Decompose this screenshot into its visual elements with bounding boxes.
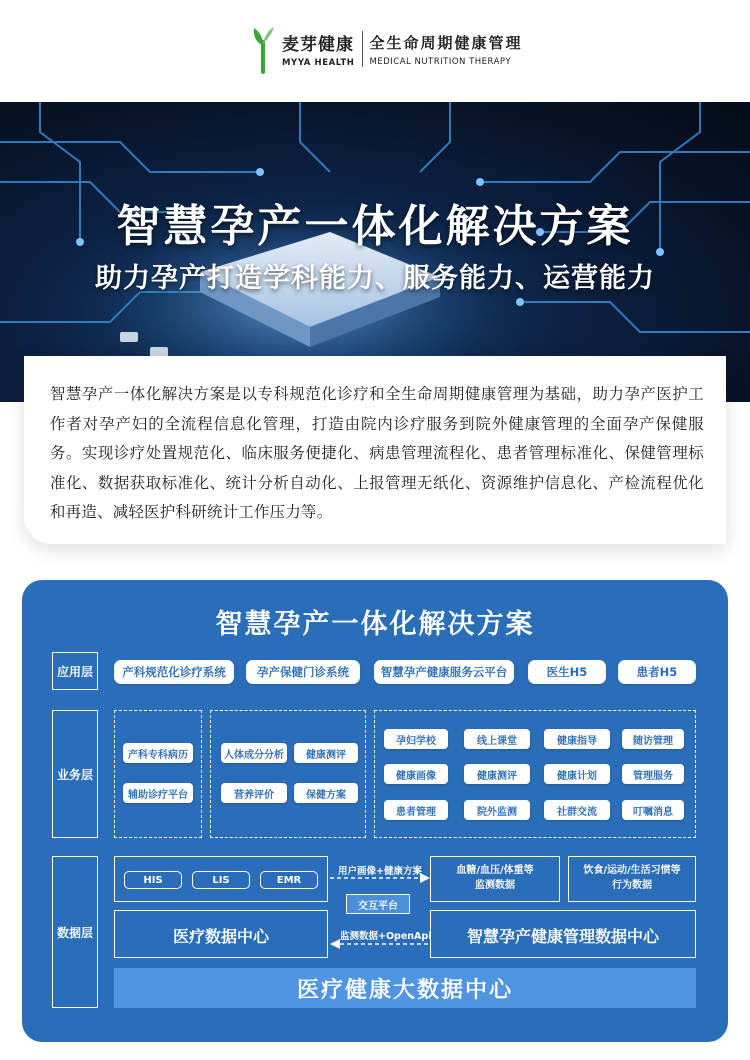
app-item-cloud-platform: 智慧孕产健康服务云平台 xyxy=(374,660,514,684)
chip-nutrition-evaluation: 营养评价 xyxy=(221,783,287,803)
service-chip: 患者管理 xyxy=(384,800,448,820)
service-chip: 健康测评 xyxy=(464,764,530,784)
brand-name-cn: 麦芽健康 xyxy=(282,35,354,55)
sprout-logo-icon xyxy=(250,24,276,74)
service-chip: 孕妇学校 xyxy=(384,729,448,749)
description-text: 智慧孕产一体化解决方案是以专科规范化诊疗和全生命周期健康管理为基础，助力孕产医护工作者对孕产妇的全流程信息化管理，打造由院内诊疗服务到院外健康管理的全面孕产保健服务。实现诊疗处置规范化、临床服务便捷化、病患管理流程化、患者管理标准化、保健管理标准化、数据获取标准化、统计分析自动化、上报管理无纸化、资源维护信息化、产检流程优化和再造、减轻医护科研统计工作压力等。 xyxy=(50,385,704,521)
brand-logo xyxy=(250,20,523,78)
chip-obstetric-record: 产科专科病历 xyxy=(123,743,193,763)
service-chip: 健康计划 xyxy=(544,764,610,784)
arrow-label-profile: 用户画像+健康方案 xyxy=(338,866,422,877)
service-chip: 院外监测 xyxy=(464,800,530,820)
page-header xyxy=(0,0,750,102)
interaction-platform: 交互平台 xyxy=(346,894,410,914)
chip-health-assessment: 健康测评 xyxy=(294,743,358,763)
description-card xyxy=(24,356,726,544)
vitals-data-label: 血糖/血压/体重等 监测数据 xyxy=(456,865,534,891)
layer-label-app: 应用层 xyxy=(52,652,98,690)
service-chip: 随访管理 xyxy=(622,729,684,749)
service-chip: 社群交流 xyxy=(544,800,610,820)
service-chip: 线上课堂 xyxy=(464,729,530,749)
architecture-diagram xyxy=(22,580,728,1042)
service-chip: 叮嘱消息 xyxy=(622,800,684,820)
system-emr: EMR xyxy=(260,871,318,889)
behavior-data-label: 饮食/运动/生活习惯等 行为数据 xyxy=(583,865,681,891)
logo-divider xyxy=(362,31,363,67)
hero-subtitle: 助力孕产打造学科能力、服务能力、运营能力 xyxy=(95,263,655,294)
system-his: HIS xyxy=(124,871,182,889)
brand-tagline-cn: 全生命周期健康管理 xyxy=(369,33,523,52)
business-group-body xyxy=(210,710,366,838)
app-item-patient-h5: 患者H5 xyxy=(618,660,696,684)
layer-label-data: 数据层 xyxy=(52,856,98,1008)
brand-name-en: MYYA HEALTH xyxy=(282,58,355,68)
service-chip: 健康指导 xyxy=(544,729,610,749)
medical-data-center-label: 医疗数据中心 xyxy=(172,927,269,946)
arrow-label-openapi: 监测数据+OpenApi xyxy=(340,931,432,942)
hero-title: 智慧孕产一体化解决方案 xyxy=(116,201,634,252)
chip-care-plan: 保健方案 xyxy=(294,783,358,803)
layer-label-business: 业务层 xyxy=(52,710,98,838)
chip-diagnosis-platform: 辅助诊疗平台 xyxy=(123,783,193,803)
business-group-clinical xyxy=(114,710,202,838)
service-chip: 健康画像 xyxy=(384,764,448,784)
maternal-data-center-label: 智慧孕产健康管理数据中心 xyxy=(466,927,659,946)
system-lis: LIS xyxy=(192,871,250,889)
app-item-obstetric-system: 产科规范化诊疗系统 xyxy=(114,660,234,684)
service-chip: 管理服务 xyxy=(622,764,684,784)
architecture-title: 智慧孕产一体化解决方案 xyxy=(215,609,535,640)
app-item-maternal-clinic: 孕产保健门诊系统 xyxy=(246,660,360,684)
chip-body-composition: 人体成分分析 xyxy=(221,743,287,763)
bigdata-center: 医疗健康大数据中心 xyxy=(114,968,696,1008)
app-item-doctor-h5: 医生H5 xyxy=(528,660,606,684)
brand-tagline-en: MEDICAL NUTRITION THERAPY xyxy=(369,56,512,67)
